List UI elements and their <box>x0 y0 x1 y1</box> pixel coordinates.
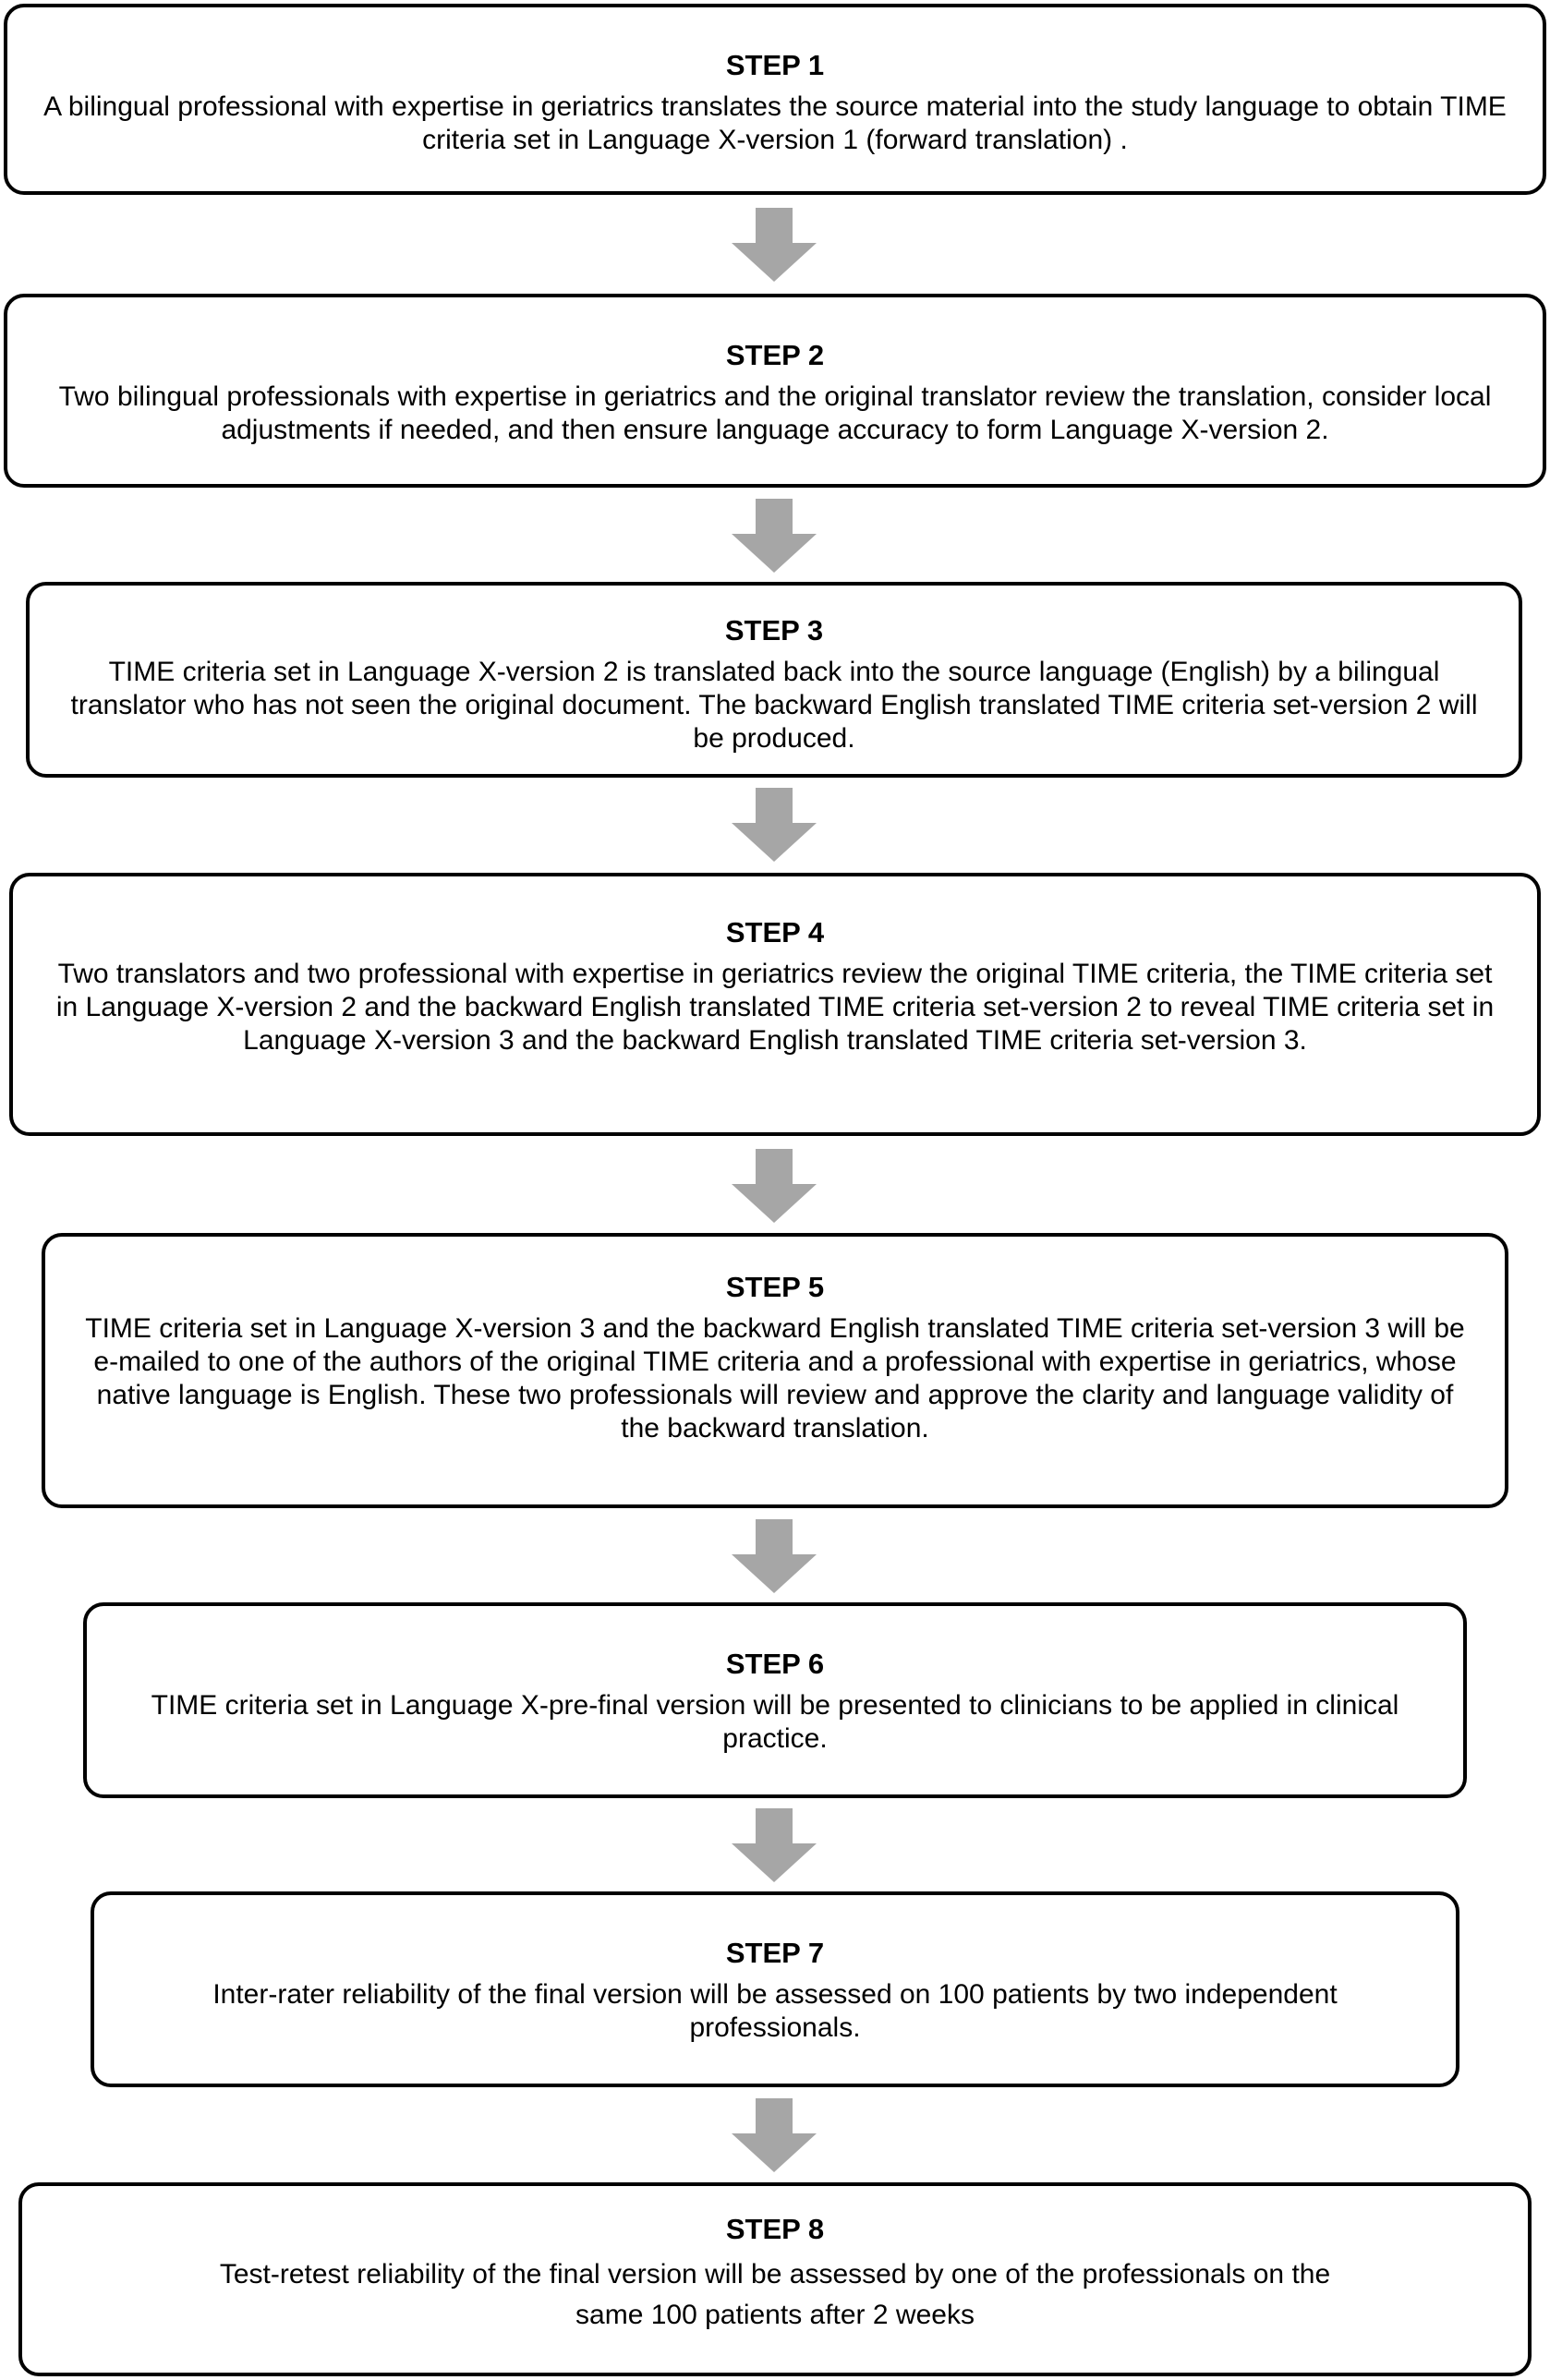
step-7-title: STEP 7 <box>725 1937 825 1969</box>
step-2-title: STEP 2 <box>725 339 825 371</box>
down-arrow-icon <box>728 208 820 282</box>
step-4-box <box>9 873 1541 1136</box>
step-1-text: A bilingual professional with expertise in geriatrics translates the source material into the study language to obtain TIME criteria set in Language X-version 1 (forward translation) . <box>43 91 1507 155</box>
step-4-title: STEP 4 <box>725 916 825 948</box>
step-2-text: Two bilingual professionals with expertise in geriatrics and the original translator review the translation, consider local adjustments if needed, and then ensure language accuracy to form Language X-version 2. <box>58 381 1492 445</box>
down-arrow-icon <box>728 1519 820 1593</box>
step-6-text: TIME criteria set in Language X-pre-final version will be presented to clinicians to be applied in clinical practice. <box>151 1690 1399 1754</box>
step-6-title: STEP 6 <box>725 1648 825 1680</box>
step-7-text: Inter-rater reliability of the final version will be assessed on 100 patients by two independent professionals. <box>212 1979 1338 2043</box>
step-5-text: TIME criteria set in Language X-version 3 and the backward English translated TIME criteria set-version 3 will be e-mailed to one of the authors of the original TIME criteria and a professional with expertise in geriatrics, whose native language is English. These two professionals will review and approve the clarity and language validity of the backward translation. <box>85 1313 1465 1444</box>
step-7-box <box>91 1891 1459 2087</box>
down-arrow-icon <box>728 1149 820 1223</box>
step-3-box <box>26 582 1522 778</box>
down-arrow-icon <box>728 2098 820 2172</box>
step-5-box <box>42 1233 1508 1508</box>
step-8-title: STEP 8 <box>725 2213 825 2245</box>
step-8-text: Test-retest reliability of the final version will be assessed by one of the professionals on the same 100 patients after 2 weeks <box>219 2259 1331 2330</box>
step-5-title: STEP 5 <box>725 1271 825 1303</box>
down-arrow-icon <box>728 499 820 573</box>
step-8-box <box>18 2182 1532 2376</box>
step-2-box <box>4 294 1546 488</box>
step-1-title: STEP 1 <box>725 49 825 81</box>
down-arrow-icon <box>728 788 820 862</box>
step-6-box <box>83 1602 1467 1798</box>
down-arrow-icon <box>728 1808 820 1882</box>
step-4-text: Two translators and two professional with expertise in geriatrics review the original TIME criteria, the TIME criteria set in Language X-version 2 and the backward English translated TIME criteria set-version 2 to reveal TIME criteria set in Language X-version 3 and the backward English translated TIME criteria set-version 3. <box>55 959 1495 1056</box>
step-3-text: TIME criteria set in Language X-version 2 is translated back into the source language (English) by a bilingual translator who has not seen the original document. The backward English translated TIME criteria set-version 2 will be produced. <box>70 657 1478 754</box>
step-1-box <box>4 4 1546 195</box>
step-3-title: STEP 3 <box>724 614 824 646</box>
